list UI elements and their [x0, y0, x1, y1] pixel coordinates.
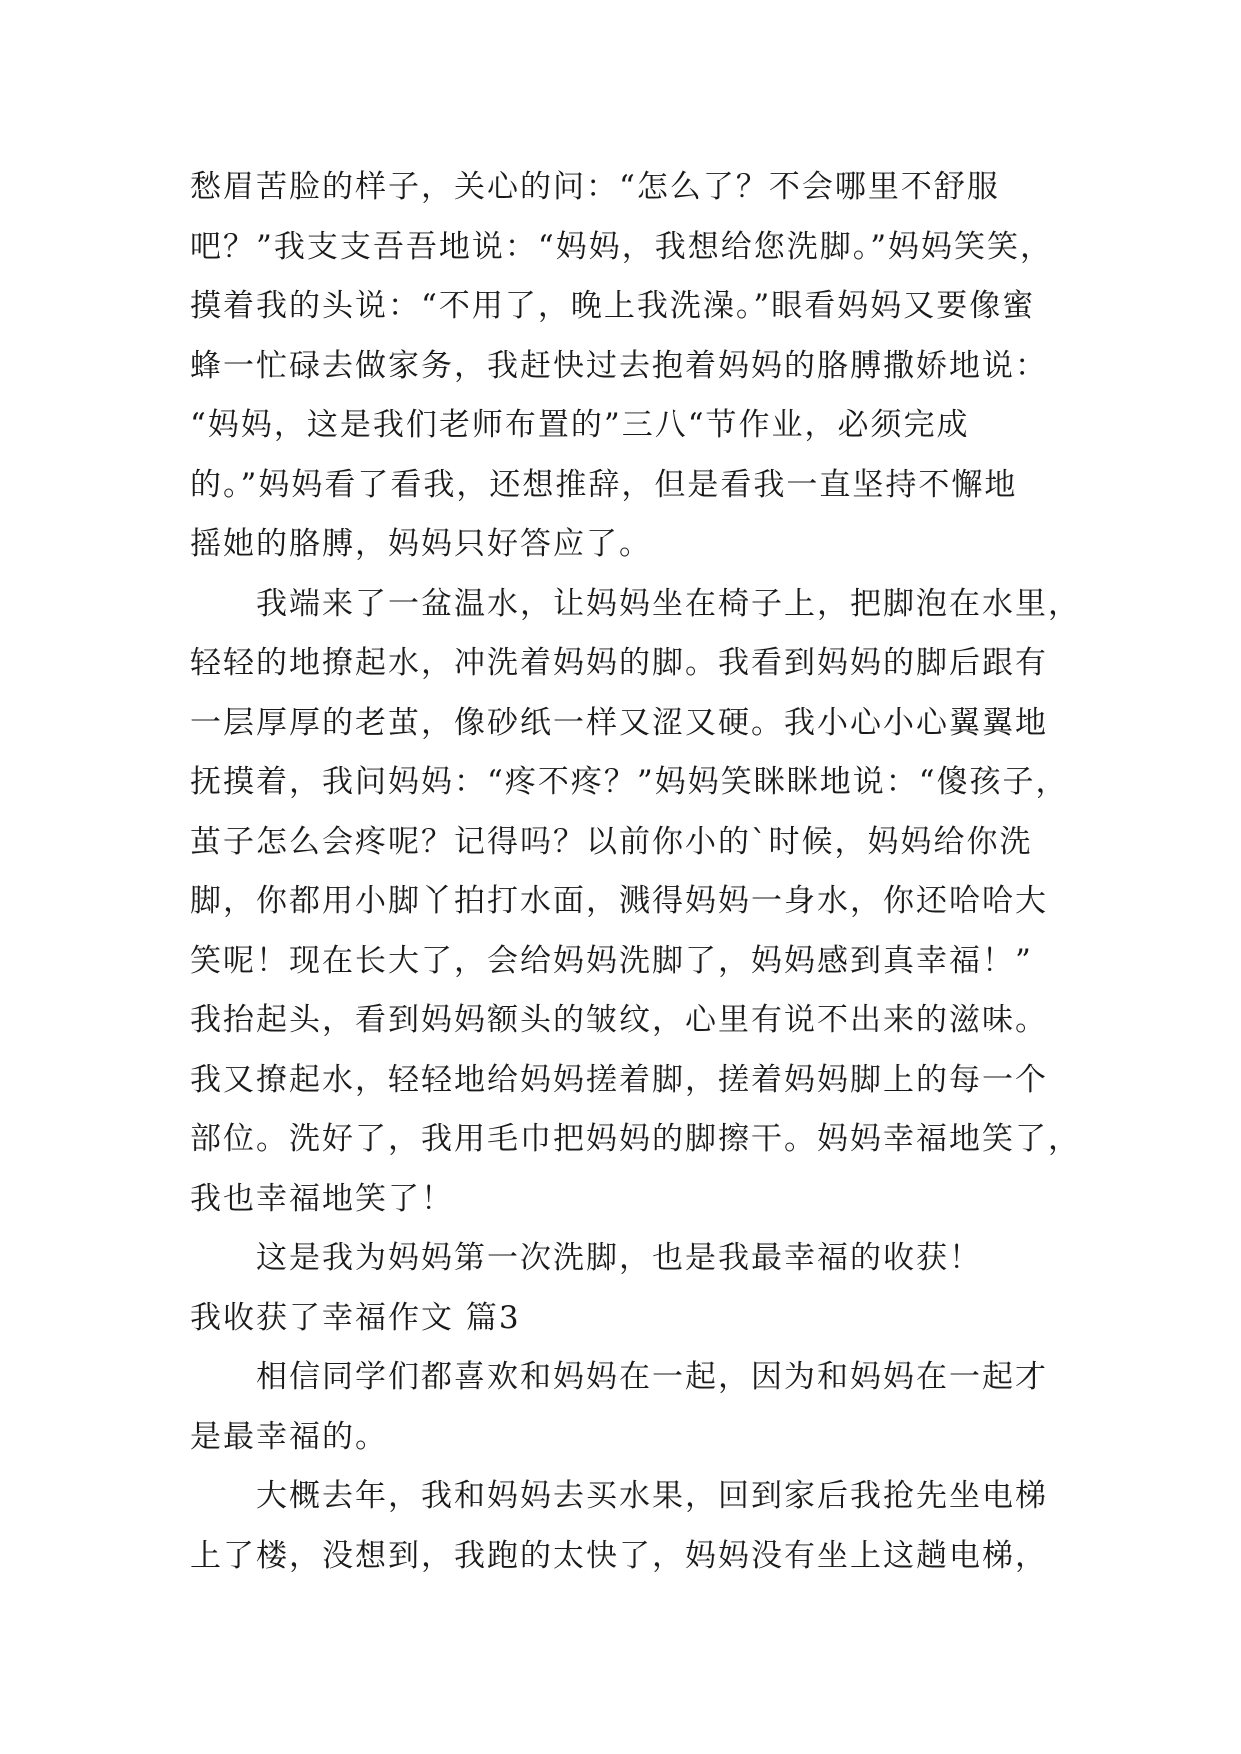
paragraph	[190, 158, 1090, 575]
text-line: 我又撩起水，轻轻地给妈妈搓着脚，搓着妈妈脚上的每一个	[190, 1061, 1048, 1098]
text-line: 吧？”我支支吾吾地说：“妈妈，我想给您洗脚。”妈妈笑笑，	[190, 228, 1054, 265]
text-line: 的。”妈妈看了看我，还想推辞，但是看我一直坚持不懈地	[190, 466, 1018, 503]
section-heading: 我收获了幸福作文 篇3	[190, 1299, 521, 1336]
text-line: 愁眉苦脸的样子，关心的问：“怎么了？不会哪里不舒服	[190, 169, 1000, 205]
text-line: 我端来了一盆温水，让妈妈坐在椅子上，把脚泡在水里，	[256, 585, 1081, 622]
text-line: 大概去年，我和妈妈去买水果，回到家后我抢先坐电梯	[256, 1478, 1048, 1514]
text-line: 摸着我的头说：“不用了，晚上我洗澡。”眼看妈妈又要像蜜	[190, 288, 1036, 324]
text-line: 这是我为妈妈第一次洗脚，也是我最幸福的收获！	[256, 1240, 982, 1276]
text-line: 摇她的胳膊，妈妈只好答应了。	[190, 526, 652, 562]
text-line: 茧子怎么会疼呢？记得吗？以前你小的`时候，妈妈给你洗	[190, 823, 1033, 860]
document-body	[190, 158, 1090, 1586]
text-line: 我也幸福地笑了！	[190, 1180, 454, 1217]
paragraph	[190, 1229, 1090, 1289]
text-line: 脚，你都用小脚丫拍打水面，溅得妈妈一身水，你还哈哈大	[190, 883, 1048, 919]
text-line: 蜂一忙碌去做家务，我赶快过去抱着妈妈的胳膊撒娇地说：	[190, 347, 1048, 384]
text-line: 相信同学们都喜欢和妈妈在一起，因为和妈妈在一起才	[256, 1359, 1048, 1395]
text-line: 抚摸着，我问妈妈：“疼不疼？”妈妈笑眯眯地说：“傻孩子，	[190, 764, 1069, 800]
text-line: 轻轻的地撩起水，冲洗着妈妈的脚。我看到妈妈的脚后跟有	[190, 645, 1048, 681]
text-line: 一层厚厚的老茧，像砂纸一样又涩又硬。我小心小心翼翼地	[190, 704, 1048, 741]
paragraph	[190, 1348, 1090, 1467]
text-line: 部位。洗好了，我用毛巾把妈妈的脚擦干。妈妈幸福地笑了，	[190, 1121, 1081, 1157]
text-line: “妈妈，这是我们老师布置的”三八“节作业，必须完成	[190, 407, 970, 443]
paragraph	[190, 1467, 1090, 1586]
text-line: 笑呢！现在长大了，会给妈妈洗脚了，妈妈感到真幸福！”	[190, 942, 1033, 979]
text-line: 是最幸福的。	[190, 1418, 388, 1455]
text-line: 我抬起头，看到妈妈额头的皱纹，心里有说不出来的滋味。	[190, 1002, 1048, 1038]
paragraph	[190, 575, 1090, 1230]
text-line: 上了楼，没想到，我跑的太快了，妈妈没有坐上这趟电梯，	[190, 1537, 1048, 1574]
